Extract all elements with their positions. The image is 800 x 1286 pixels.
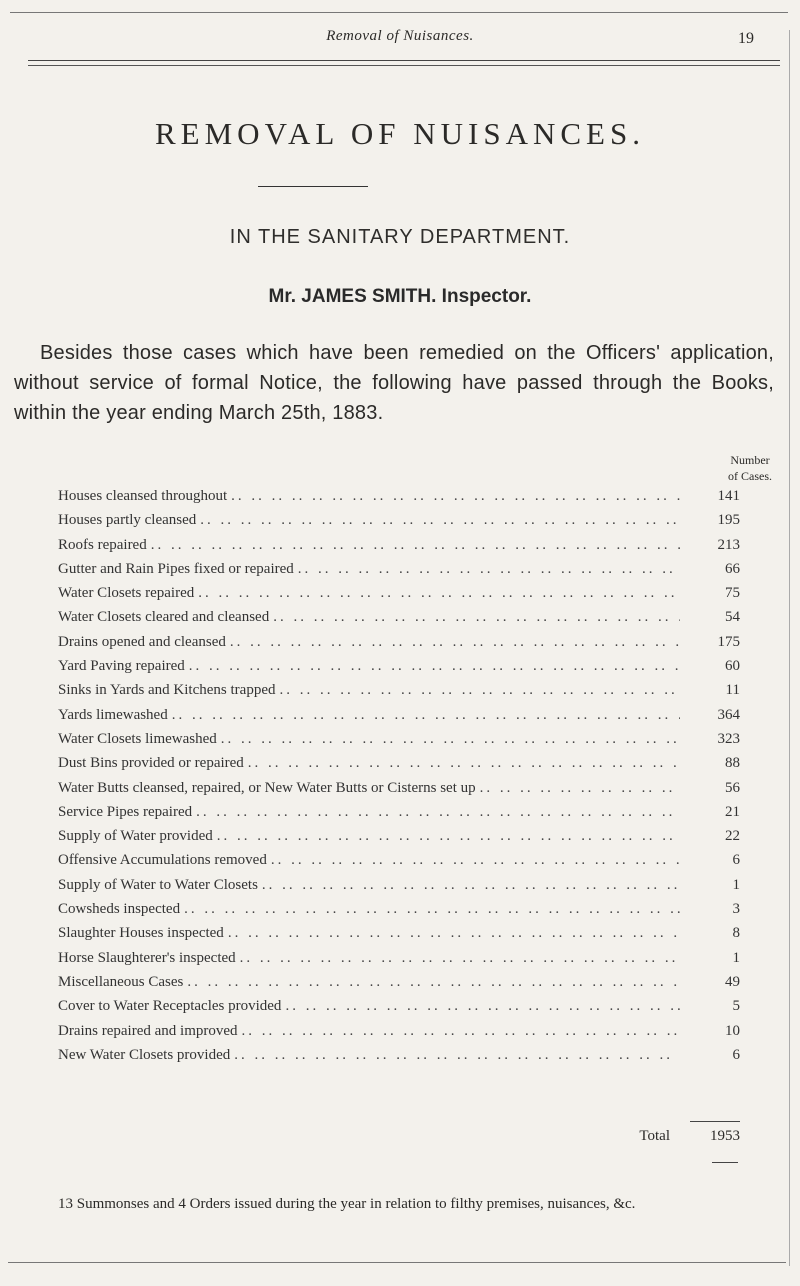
item-label: Water Closets repaired	[58, 585, 195, 602]
item-label: Gutter and Rain Pipes fixed or repaired	[58, 560, 294, 577]
dot-leader	[213, 828, 680, 845]
dot-leader	[238, 1023, 680, 1040]
item-count: 54	[725, 609, 740, 626]
item-label: Supply of Water provided	[58, 828, 213, 845]
header-rule	[28, 60, 780, 61]
item-label: Horse Slaughterer's inspected	[58, 949, 236, 966]
list-item	[58, 1023, 748, 1047]
item-count: 213	[717, 536, 740, 553]
list-item	[58, 877, 748, 901]
item-label: Sinks in Yards and Kitchens trapped	[58, 682, 276, 699]
item-count: 11	[725, 682, 740, 699]
item-count: 1	[732, 949, 740, 966]
header-rule-thin	[28, 65, 780, 66]
list-item	[58, 585, 748, 609]
item-label: Miscellaneous Cases	[58, 973, 184, 990]
item-count: 1	[732, 876, 740, 893]
title-divider	[258, 186, 368, 187]
list-item	[58, 804, 748, 828]
dot-leader	[147, 537, 680, 554]
list-item	[58, 1047, 748, 1071]
column-header-line1: Number	[730, 453, 770, 467]
list-item	[58, 609, 748, 633]
item-count: 6	[732, 852, 740, 869]
item-count: 323	[717, 730, 740, 747]
list-item	[58, 561, 748, 585]
item-count: 56	[725, 779, 740, 796]
item-count: 195	[717, 512, 740, 529]
dot-leader	[230, 1047, 680, 1064]
item-count: 75	[725, 585, 740, 602]
item-label: Slaughter Houses inspected	[58, 925, 224, 942]
top-edge-rule	[10, 12, 788, 13]
dot-leader	[236, 950, 680, 967]
bottom-rule	[8, 1262, 786, 1263]
item-label: Yards limewashed	[58, 706, 168, 723]
list-item	[58, 974, 748, 998]
item-label: Water Closets cleared and cleansed	[58, 609, 270, 626]
department-subtitle: IN THE SANITARY DEPARTMENT.	[229, 226, 571, 248]
item-label: Water Butts cleansed, repaired, or New Water Butts or Cisterns set up	[58, 779, 476, 796]
number-of-cases-header	[700, 452, 800, 484]
dot-leader	[183, 974, 680, 991]
item-count: 364	[717, 706, 740, 723]
inspector-name: Mr. JAMES SMITH. Inspector.	[268, 286, 532, 307]
list-item	[58, 731, 748, 755]
list-item	[58, 682, 748, 706]
item-label: Water Closets limewashed	[58, 730, 217, 747]
item-label: Houses cleansed throughout	[58, 488, 228, 504]
item-count: 10	[725, 1022, 740, 1039]
list-item	[58, 755, 748, 779]
dot-leader	[258, 877, 680, 894]
list-item	[58, 634, 748, 658]
total-value: 1953	[710, 1128, 740, 1144]
item-count: 8	[732, 925, 740, 942]
item-label: Houses partly cleansed	[58, 512, 197, 529]
dot-leader	[168, 707, 680, 724]
dot-leader	[294, 561, 680, 578]
running-head: Removal of Nuisances.	[326, 28, 474, 44]
list-item	[58, 780, 748, 804]
dot-leader	[227, 488, 680, 505]
item-label: Cover to Water Receptacles provided	[58, 998, 282, 1015]
list-item	[58, 828, 748, 852]
dot-leader	[276, 682, 681, 699]
list-item	[58, 901, 748, 925]
list-item	[58, 950, 748, 974]
item-count: 66	[725, 560, 740, 577]
list-item	[58, 998, 748, 1022]
item-label: Yard Paving repaired	[58, 658, 185, 675]
page-number: 19	[738, 30, 754, 47]
item-label: Drains repaired and improved	[58, 1022, 238, 1039]
item-label: Drains opened and cleansed	[58, 633, 226, 650]
list-item	[58, 512, 748, 536]
dot-leader	[281, 998, 680, 1015]
list-item	[58, 925, 748, 949]
total-label: Total	[639, 1128, 670, 1144]
dot-leader	[217, 731, 680, 748]
item-label: Roofs repaired	[58, 536, 147, 553]
item-count: 5	[732, 998, 740, 1015]
item-count: 21	[725, 803, 740, 820]
footnote: 13 Summonses and 4 Orders issued during the year in relation to filthy premises, nuisances, &c.	[58, 1196, 636, 1212]
dot-leader	[185, 658, 680, 675]
page-title: REMOVAL OF NUISANCES.	[155, 116, 645, 151]
dot-leader	[244, 755, 680, 772]
item-count: 6	[732, 1046, 740, 1063]
dot-leader	[194, 585, 680, 602]
item-count: 22	[725, 828, 740, 845]
item-label: Offensive Accumulations removed	[58, 852, 267, 869]
item-count: 49	[725, 973, 740, 990]
dot-leader	[180, 901, 680, 918]
item-count: 88	[725, 755, 740, 772]
dot-leader	[224, 925, 680, 942]
dot-leader	[196, 512, 680, 529]
dot-leader	[226, 634, 680, 651]
item-count: 141	[717, 488, 740, 504]
list-item	[58, 707, 748, 731]
item-label: New Water Closets provided	[58, 1046, 231, 1063]
total-rule-top	[690, 1121, 740, 1122]
total-rule-bottom	[712, 1162, 738, 1163]
item-label: Dust Bins provided or repaired	[58, 755, 244, 772]
page-edge	[789, 30, 790, 1266]
dot-leader	[476, 780, 680, 797]
list-item	[58, 488, 748, 512]
list-item	[58, 658, 748, 682]
item-count: 175	[717, 633, 740, 650]
dot-leader	[192, 804, 680, 821]
list-item	[58, 852, 748, 876]
item-count: 60	[725, 658, 740, 675]
item-label: Service Pipes repaired	[58, 803, 193, 820]
column-header-line2: of Cases.	[728, 469, 772, 483]
list-item	[58, 537, 748, 561]
item-count: 3	[732, 901, 740, 918]
dot-leader	[267, 852, 680, 869]
item-label: Cowsheds inspected	[58, 901, 181, 918]
intro-paragraph: Besides those cases which have been remedied on the Officers' application, without service of formal Notice, the following have passed through the Books, within the year ending March 25th, 1883.	[14, 342, 774, 424]
item-label: Supply of Water to Water Closets	[58, 876, 258, 893]
cases-list	[58, 488, 748, 1071]
dot-leader	[269, 609, 680, 626]
